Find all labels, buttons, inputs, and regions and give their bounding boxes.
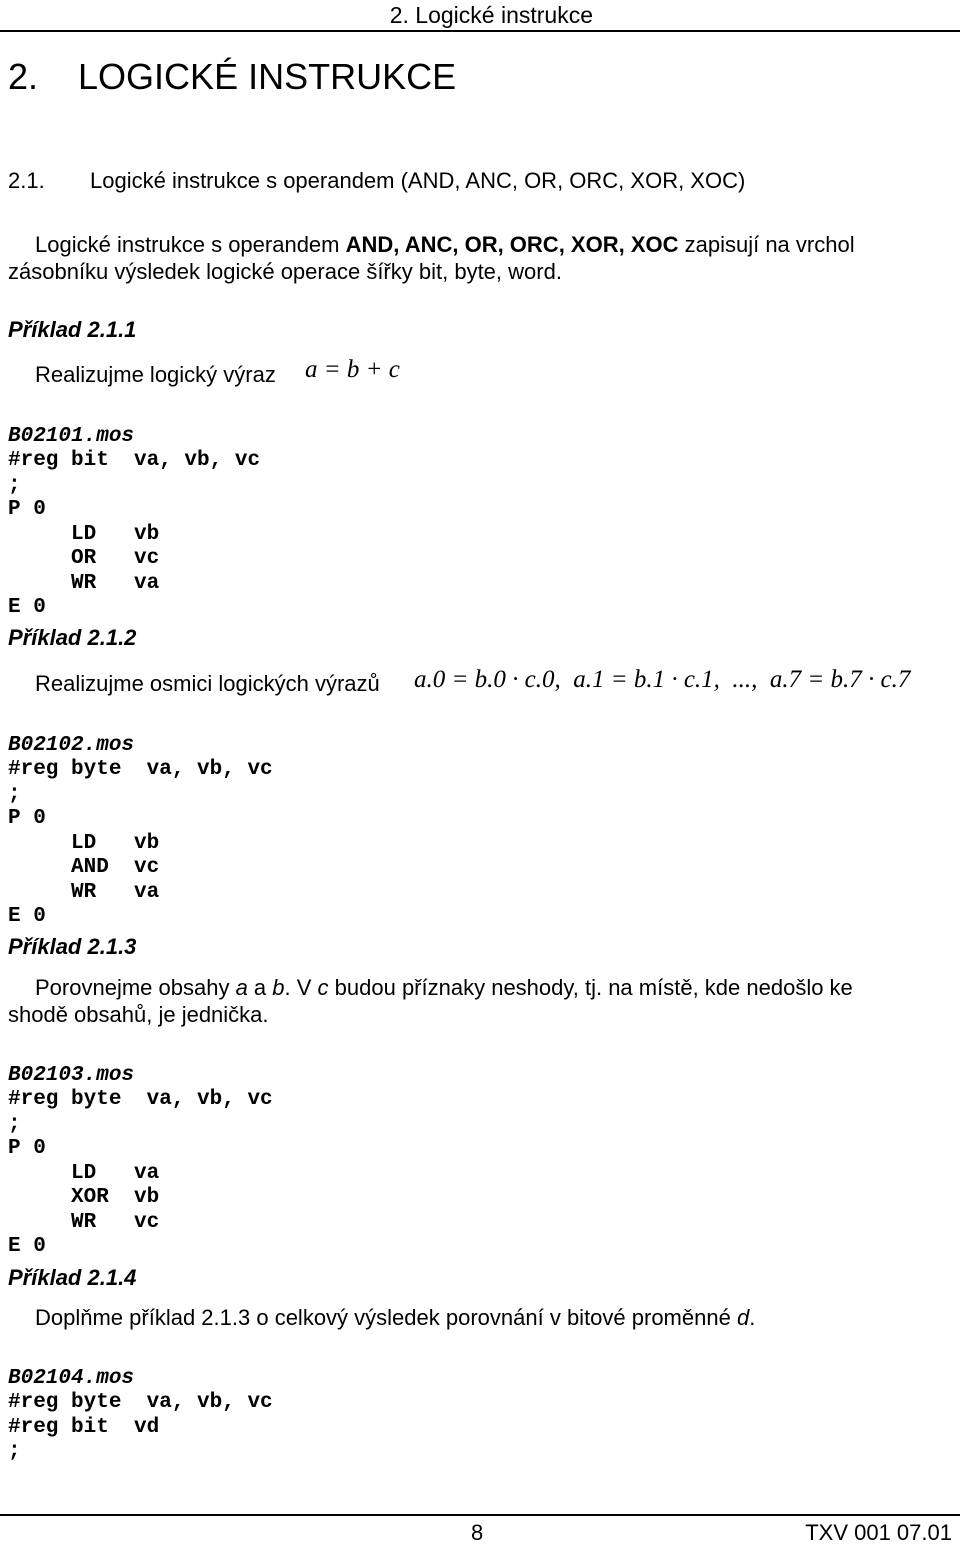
code-line: ; bbox=[8, 1112, 21, 1136]
code-filename: B02103.mos bbox=[8, 1063, 135, 1087]
code-line: ; bbox=[8, 782, 21, 806]
code-line: #reg byte va, vb, vc bbox=[8, 1391, 273, 1414]
code-line: P 0 bbox=[8, 498, 46, 521]
code-filename: B02101.mos bbox=[8, 424, 135, 448]
formula: a = b + c bbox=[305, 356, 400, 383]
code-line: XOR vb bbox=[8, 1186, 160, 1209]
example-text: shodě obsahů, je jednička. bbox=[8, 1002, 269, 1027]
intro-line-1 bbox=[35, 231, 855, 258]
text: Porovnejme obsahy bbox=[35, 975, 236, 1000]
text: . V bbox=[284, 975, 318, 1000]
code-block bbox=[8, 709, 273, 954]
section-number: 2.1. bbox=[8, 168, 45, 193]
intro-text: Logické instrukce s operandem bbox=[35, 232, 346, 257]
text: budou příznaky neshody, tj. na místě, kde nedošlo ke bbox=[328, 975, 853, 1000]
section-heading bbox=[8, 168, 745, 194]
code-block bbox=[8, 1039, 273, 1284]
example-title: Příklad 2.1.1 bbox=[8, 317, 137, 342]
text: a bbox=[247, 975, 273, 1000]
variable: a bbox=[235, 975, 248, 1000]
code-line: WR va bbox=[8, 880, 160, 904]
code-filename: B02102.mos bbox=[8, 733, 135, 757]
code-line: #reg byte va, vb, vc bbox=[8, 758, 273, 781]
example-text: Realizujme logický výraz bbox=[35, 362, 276, 387]
code-line: LD va bbox=[8, 1161, 160, 1185]
code-block bbox=[8, 1342, 273, 1489]
code-line: OR vc bbox=[8, 547, 160, 570]
footer-rule bbox=[0, 1514, 960, 1516]
intro-operators: AND, ANC, OR, ORC, XOR, XOC bbox=[345, 232, 679, 257]
text: . bbox=[749, 1305, 756, 1330]
running-header: 2. Logické instrukce bbox=[389, 2, 593, 28]
code-line: P 0 bbox=[8, 807, 46, 830]
example-text: Realizujme osmici logických výrazů bbox=[35, 671, 380, 696]
code-line: #reg byte va, vb, vc bbox=[8, 1088, 273, 1111]
example-text bbox=[35, 1304, 755, 1331]
variable: c bbox=[317, 975, 329, 1000]
code-line: E 0 bbox=[8, 1235, 46, 1258]
intro-line-2: zásobníku výsledek logické operace šířky bit, byte, word. bbox=[8, 259, 562, 284]
code-line: AND vc bbox=[8, 856, 160, 879]
section-title: Logické instrukce s operandem (AND, ANC, OR, ORC, XOR, XOC) bbox=[90, 168, 746, 193]
variable: d bbox=[736, 1305, 750, 1330]
code-line: WR vc bbox=[8, 1210, 160, 1234]
example-title: Příklad 2.1.2 bbox=[8, 625, 137, 650]
code-line: ; bbox=[8, 1440, 21, 1463]
text: Doplňme příklad 2.1.3 o celkový výsledek porovnání v bitové proměnné bbox=[35, 1305, 737, 1330]
code-line: P 0 bbox=[8, 1137, 46, 1160]
code-line: ; bbox=[8, 473, 21, 497]
variable: b bbox=[272, 975, 285, 1000]
code-line: #reg bit va, vb, vc bbox=[8, 449, 261, 472]
example-text bbox=[35, 974, 853, 1001]
code-line: #reg bit vd bbox=[8, 1415, 160, 1439]
formula: a.0 = b.0 · c.0, a.1 = b.1 · c.1, ..., a.7 = b.7 · c.7 bbox=[414, 666, 911, 693]
example-title: Příklad 2.1.4 bbox=[8, 1265, 137, 1290]
header-rule bbox=[0, 30, 960, 32]
code-line: E 0 bbox=[8, 596, 46, 619]
code-line: E 0 bbox=[8, 905, 46, 928]
code-filename: B02104.mos bbox=[8, 1366, 135, 1390]
code-block bbox=[8, 400, 260, 645]
page-number: 8 bbox=[471, 1520, 484, 1545]
code-line: WR va bbox=[8, 571, 160, 595]
intro-text: zapisují na vrchol bbox=[678, 232, 855, 257]
chapter-title: 2. LOGICKÉ INSTRUKCE bbox=[8, 56, 457, 97]
code-line: LD vb bbox=[8, 831, 160, 855]
code-line: LD vb bbox=[8, 522, 160, 546]
example-title: Příklad 2.1.3 bbox=[8, 934, 137, 959]
document-code: TXV 001 07.01 bbox=[805, 1520, 952, 1545]
